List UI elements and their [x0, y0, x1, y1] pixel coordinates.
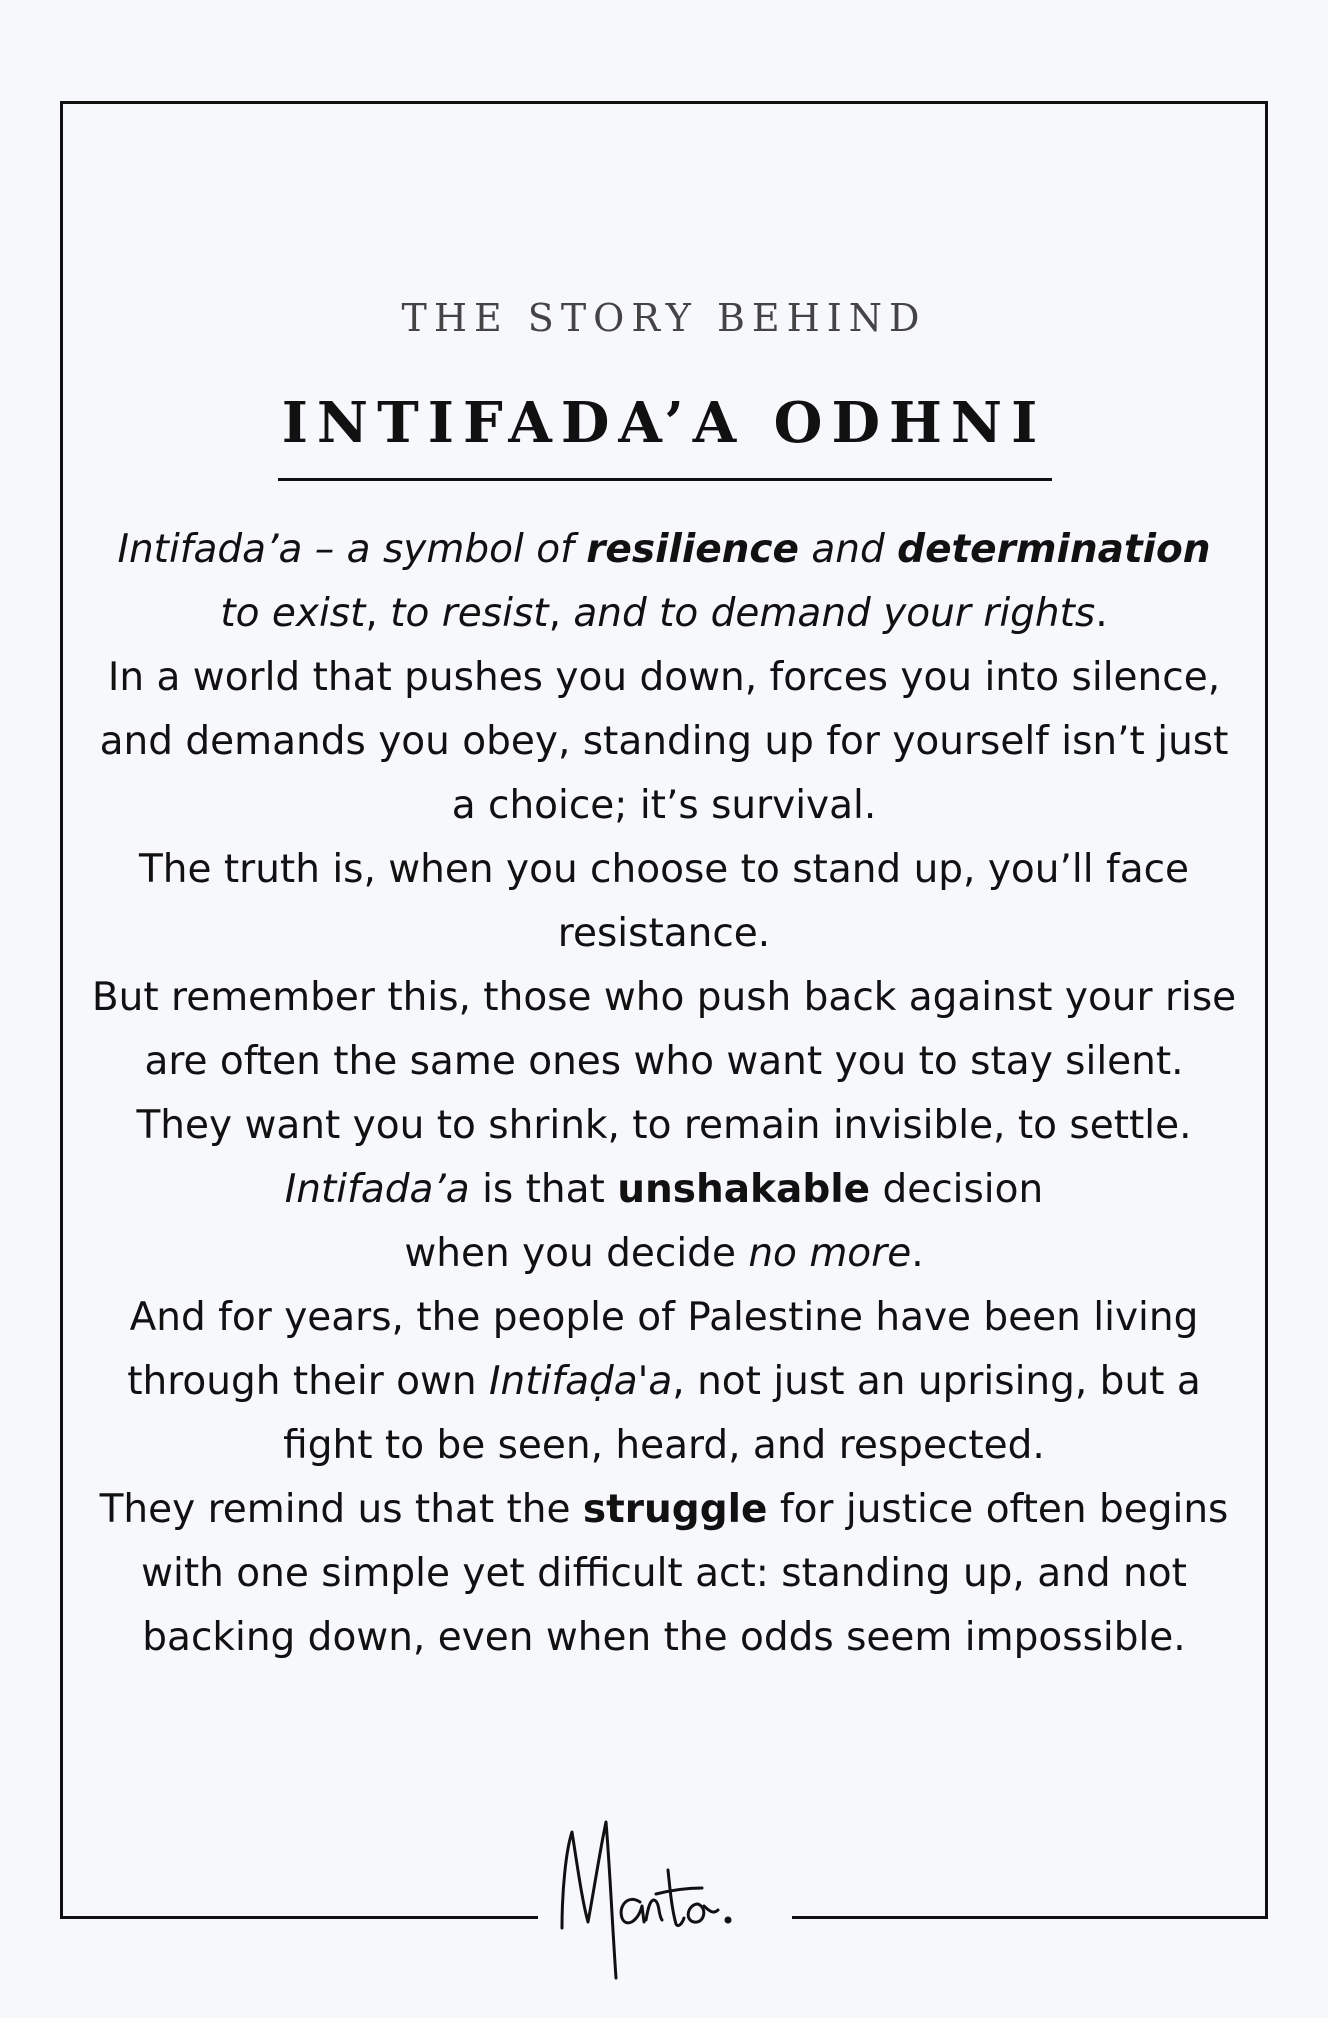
- body-paragraph-5: They want you to shrink, to remain invisible, to settle.: [136, 1103, 1192, 1148]
- title-divider: [278, 478, 1052, 481]
- body-text: .: [1095, 591, 1108, 636]
- body-text: , not just an uprising, but a fight to be seen, heard, and respected.: [283, 1359, 1201, 1468]
- story-body: [90, 518, 1238, 1670]
- body-text: decision: [870, 1167, 1044, 1212]
- body-text: ,: [548, 591, 574, 636]
- body-paragraph-7: [90, 1222, 1238, 1286]
- body-text: for justice often begins with one simple yet difficult act: standing up, and not backing down, even when the odds seem impossible.: [141, 1487, 1229, 1660]
- signature-logo: [548, 1810, 784, 1990]
- frame-bottom-right-border: [792, 1916, 1268, 1919]
- body-text: is that: [469, 1167, 618, 1212]
- body-text: ,: [365, 591, 391, 636]
- keyword-struggle: struggle: [582, 1487, 768, 1532]
- frame-right-border: [1265, 101, 1268, 1919]
- body-italic-text: and: [799, 527, 898, 572]
- page-title: INTIFADA’A ODHNI: [281, 390, 1047, 456]
- body-paragraph-9: [90, 1478, 1238, 1670]
- body-italic-text: Intifada’a – a symbol of: [117, 527, 587, 572]
- body-line-2: [90, 582, 1238, 646]
- body-italic-text: Intifada’a: [284, 1167, 470, 1212]
- body-italic-text: to resist: [390, 591, 549, 636]
- signature-dot-icon: [725, 1917, 732, 1924]
- body-paragraph-6: [90, 1158, 1238, 1222]
- body-text: And for years, the people of Palestine have been living through their own: [127, 1295, 1199, 1404]
- frame-top-border: [60, 101, 1268, 104]
- body-paragraph-3: The truth is, when you choose to stand up, you’ll face resistance.: [138, 847, 1190, 956]
- keyword-unshakable: unshakable: [617, 1167, 871, 1212]
- body-paragraph-4: But remember this, those who push back against your rise are often the same ones who want you to stay silent.: [91, 975, 1237, 1084]
- body-text: when you decide: [404, 1231, 749, 1276]
- body-italic-text: no more: [748, 1231, 912, 1276]
- body-text: They remind us that the: [99, 1487, 583, 1532]
- body-italic-text: to exist: [220, 591, 366, 636]
- frame-left-border: [60, 101, 63, 1919]
- keyword-resilience: resilience: [586, 527, 799, 572]
- body-italic-text: Intifaḍa'a: [489, 1359, 673, 1404]
- frame-bottom-left-border: [60, 1916, 538, 1919]
- body-italic-text: and to demand your rights: [573, 591, 1096, 636]
- body-paragraph-8: [90, 1286, 1238, 1478]
- body-text: .: [911, 1231, 924, 1276]
- kicker-heading: THE STORY BEHIND: [401, 296, 927, 340]
- body-line-1: [90, 518, 1238, 582]
- body-paragraph-2: In a world that pushes you down, forces you into silence, and demands you obey, standing up for yourself isn’t just a choice; it’s survival.: [99, 655, 1229, 828]
- keyword-determination: determination: [897, 527, 1211, 572]
